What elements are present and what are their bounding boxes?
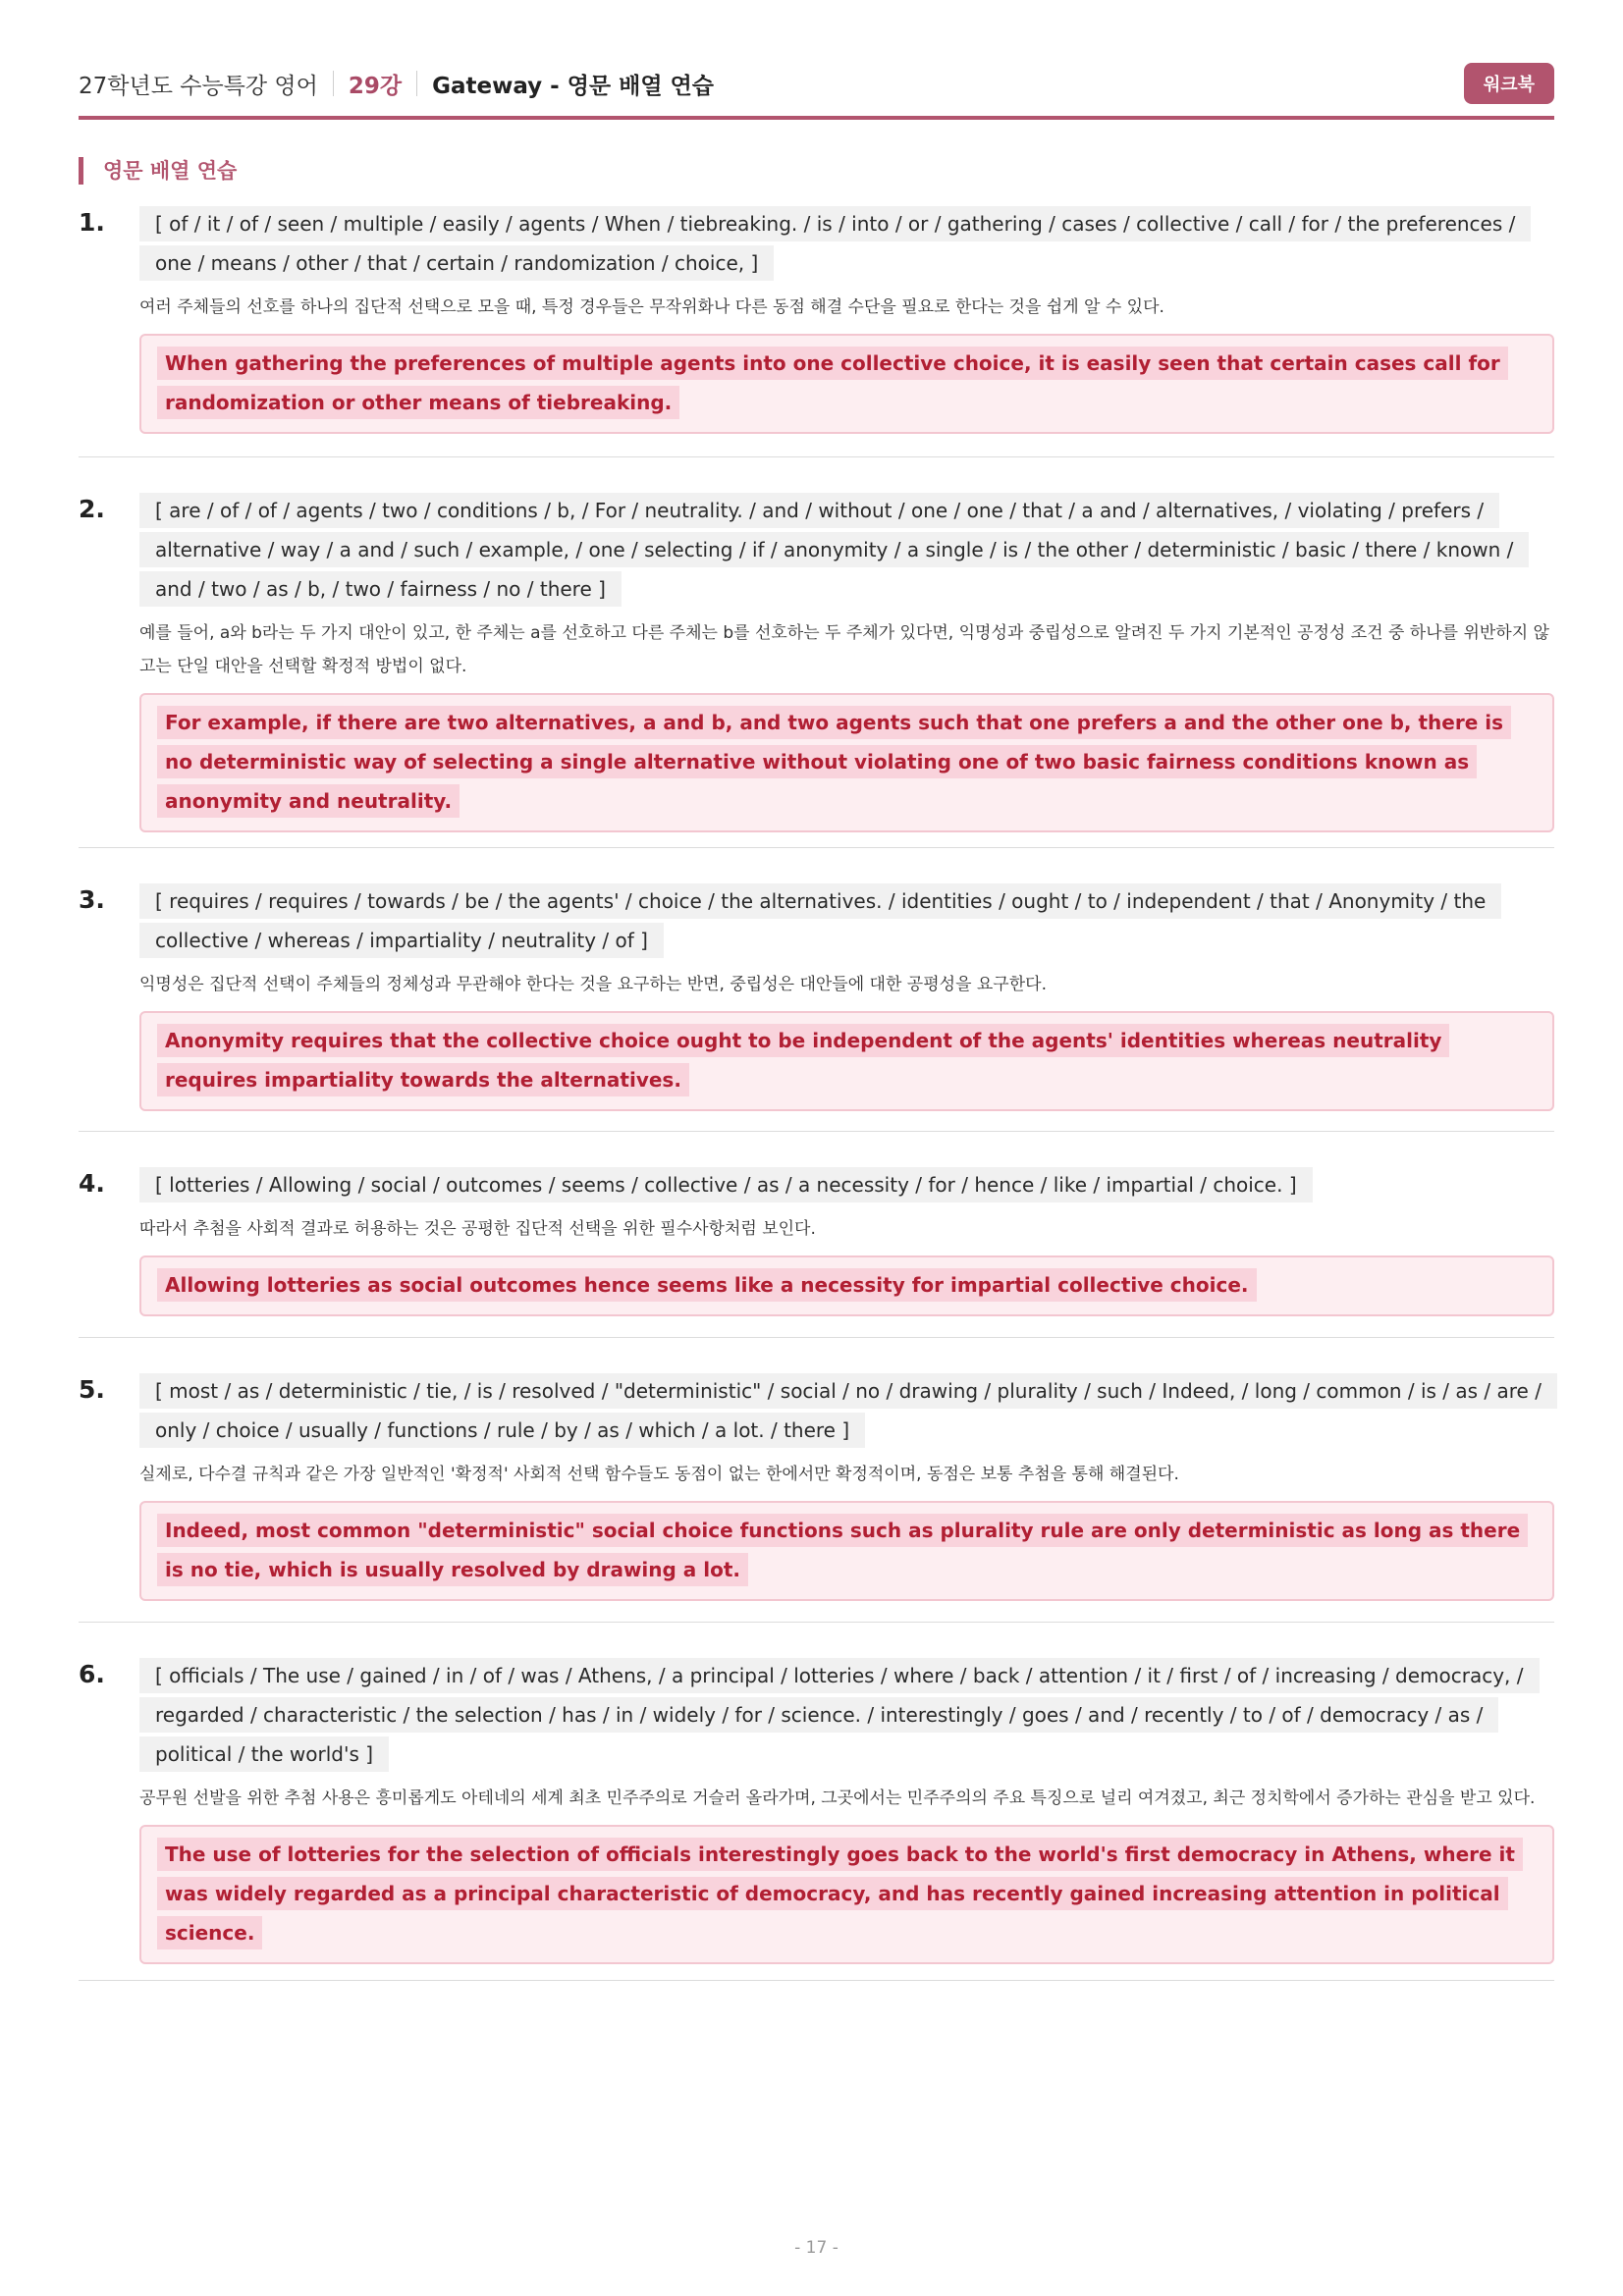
header-divider — [333, 71, 334, 96]
lesson-number: 29강 — [348, 73, 403, 99]
exercise-item-2 — [79, 491, 1554, 832]
word-jumble — [139, 204, 1554, 283]
word-jumble — [139, 1656, 1554, 1774]
word-jumble — [139, 881, 1554, 960]
answer-text: The use of lotteries for the selection of officials interestingly goes back to the world's first democracy in Athens, where it was widely regarded as a principal characteristic of democracy, and has recently gained increasing attention in political science. — [157, 1838, 1523, 1949]
item-number: 2. — [79, 495, 105, 523]
item-divider — [79, 847, 1554, 848]
korean-translation: 따라서 추첨을 사회적 결과로 허용하는 것은 공평한 집단적 선택을 위한 필수사항처럼 보인다. — [139, 1219, 816, 1239]
exercise-item-6 — [79, 1656, 1554, 1964]
korean-translation: 여러 주체들의 선호를 하나의 집단적 선택으로 모을 때, 특정 경우들은 무작위화나 다른 동점 해결 수단을 필요로 한다는 것을 쉽게 알 수 있다. — [139, 297, 1164, 317]
word-jumble — [139, 1165, 1554, 1204]
item-divider — [79, 1622, 1554, 1623]
answer-text: When gathering the preferences of multiple agents into one collective choice, it is easily seen that certain cases call for randomization or other means of tiebreaking. — [157, 347, 1508, 419]
jumble-text: [ of / it / of / seen / multiple / easily / agents / When / tiebreaking. / is / into / or / gathering / cases / collective / call / for / the preferences / one / means / other / that / certain / randomization / choice, ] — [139, 206, 1531, 281]
answer-text: Indeed, most common "deterministic" social choice functions such as plurality rule are only deterministic as long as there is no tie, which is usually resolved by drawing a lot. — [157, 1514, 1528, 1586]
page-title: Gateway - 영문 배열 연습 — [432, 73, 715, 99]
word-jumble — [139, 1371, 1554, 1450]
answer-box — [139, 1825, 1554, 1964]
jumble-text: [ are / of / of / agents / two / conditions / b, / For / neutrality. / and / without / one / one / that / a and / alternatives, / violating / prefers / alternative / way / a and / such / example, / one / selecting / if / anonymity / a single / is / the other / deterministic / basic / there / known / and / two / as / b, / two / fairness / no / there ] — [139, 493, 1529, 607]
jumble-text: [ officials / The use / gained / in / of / was / Athens, / a principal / lotteries / where / back / attention / it / first / of / increasing / democracy, / regarded / characteristic / the selection / has / in / widely / for / science. / interestingly / goes / and / recently / to / of / democracy / as / political / the world's ] — [139, 1658, 1540, 1772]
korean-translation: 익명성은 집단적 선택이 주체들의 정체성과 무관해야 한다는 것을 요구하는 반면, 중립성은 대안들에 대한 공평성을 요구한다. — [139, 975, 1047, 994]
page-header — [79, 61, 1554, 106]
header-breadcrumb — [79, 61, 1554, 106]
jumble-text: [ requires / requires / towards / be / the agents' / choice / the alternatives. / identities / ought / to / independent / that / Anonymity / the collective / whereas / impartiality / neutrality / of ] — [139, 883, 1501, 958]
page — [79, 0, 1554, 2296]
korean-translation: 예를 들어, a와 b라는 두 가지 대안이 있고, 한 주체는 a를 선호하고 다른 주체는 b를 선호하는 두 주체가 있다면, 익명성과 중립성으로 알려진 두 가지 기본적인 공정성 조건 중 하나를 위반하지 않고는 단일 대안을 선택할 확정적 방법이 없다. — [139, 623, 1549, 676]
item-number: 1. — [79, 208, 105, 237]
jumble-text: [ lotteries / Allowing / social / outcomes / seems / collective / as / a necessity / for / hence / like / impartial / choice. ] — [139, 1167, 1313, 1202]
korean-translation: 공무원 선발을 위한 추첨 사용은 흥미롭게도 아테네의 세계 최초 민주주의로 거슬러 올라가며, 그곳에서는 민주주의의 주요 특징으로 널리 여겨졌고, 최근 정치학에서 증가하는 관심을 받고 있다. — [139, 1789, 1536, 1808]
answer-box — [139, 334, 1554, 434]
item-divider — [79, 1337, 1554, 1338]
exercise-item-1 — [79, 204, 1554, 434]
header-divider — [416, 71, 417, 96]
item-divider — [79, 456, 1554, 457]
answer-text: For example, if there are two alternatives, a and b, and two agents such that one prefers a and the other one b, there is no deterministic way of selecting a single alternative without violating one of two basic fairness conditions known as anonymity and neutrality. — [157, 706, 1511, 818]
answer-text: Allowing lotteries as social outcomes hence seems like a necessity for impartial collective choice. — [157, 1268, 1257, 1302]
answer-box — [139, 693, 1554, 832]
item-number: 5. — [79, 1375, 105, 1404]
korean-translation: 실제로, 다수결 규칙과 같은 가장 일반적인 '확정적' 사회적 선택 함수들도 동점이 없는 한에서만 확정적이며, 동점은 보통 추첨을 통해 해결된다. — [139, 1465, 1179, 1484]
answer-box — [139, 1255, 1554, 1316]
book-title: 27학년도 수능특강 영어 — [79, 73, 318, 99]
jumble-text: [ most / as / deterministic / tie, / is / resolved / "deterministic" / social / no / drawing / plurality / such / Indeed, / long / common / is / as / are / only / choice / usually / functions / rule / by / as / which / a lot. / there ] — [139, 1373, 1557, 1448]
answer-box — [139, 1011, 1554, 1111]
exercise-item-4 — [79, 1165, 1554, 1316]
item-divider — [79, 1980, 1554, 1981]
item-number: 4. — [79, 1169, 105, 1198]
answer-text: Anonymity requires that the collective choice ought to be independent of the agents' identities whereas neutrality requires impartiality towards the alternatives. — [157, 1024, 1449, 1096]
workbook-badge: 워크북 — [1464, 63, 1554, 104]
page-number: - 17 - — [794, 2238, 839, 2258]
header-rule — [79, 116, 1554, 120]
exercise-item-3 — [79, 881, 1554, 1111]
item-divider — [79, 1131, 1554, 1132]
exercise-item-5 — [79, 1371, 1554, 1601]
word-jumble — [139, 491, 1554, 609]
answer-box — [139, 1501, 1554, 1601]
item-number: 6. — [79, 1660, 105, 1688]
section-title: 영문 배열 연습 — [79, 157, 237, 185]
item-number: 3. — [79, 885, 105, 914]
